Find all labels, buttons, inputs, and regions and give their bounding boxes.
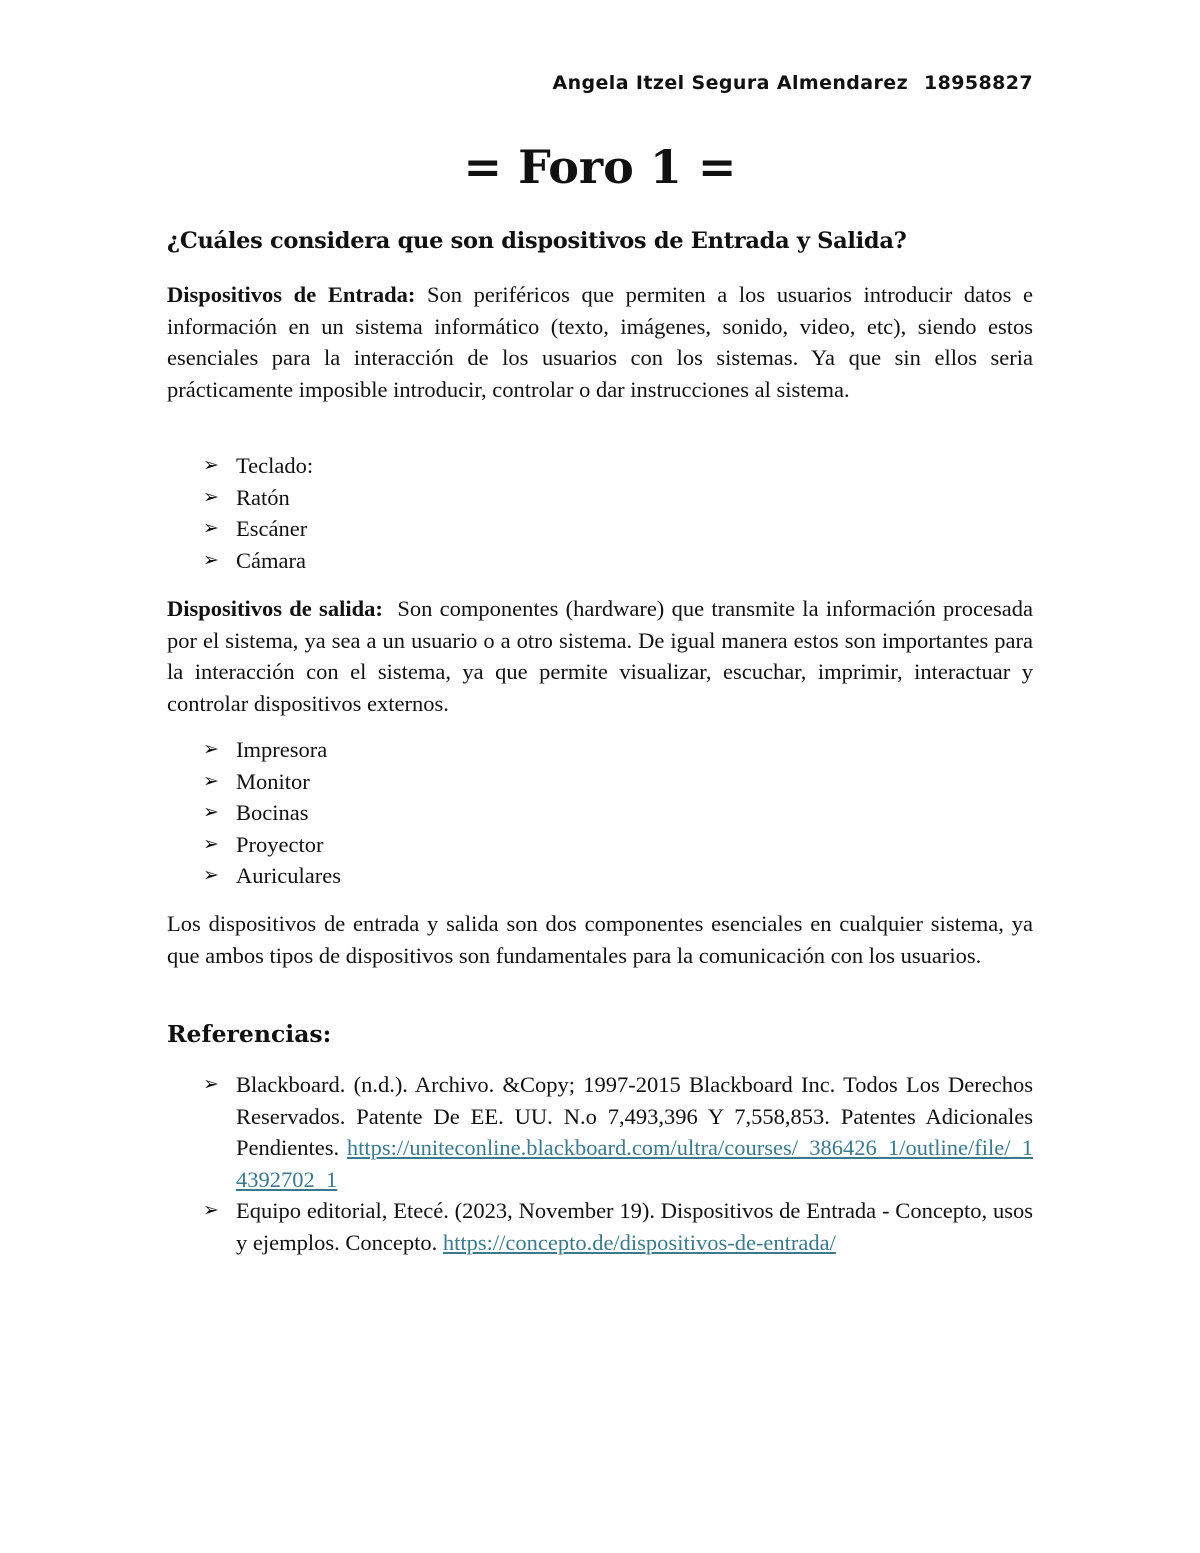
references-list	[203, 1069, 1033, 1258]
references-heading: Referencias:	[167, 1020, 332, 1048]
arrowhead-bullet-icon: ➢	[203, 485, 219, 508]
arrowhead-bullet-icon: ➢	[203, 864, 219, 886]
arrowhead-bullet-icon: ➢	[203, 548, 219, 571]
salida-text: Son componentes (hardware) que transmite la información procesada por el sistema, ya sea a un usuario o a otro sistema. De igual manera estos son importantes para la interacción con el sistema, ya que permite visualizar, escuchar, imprimir, interactuar y controlar dispositivos externos.	[167, 596, 1039, 716]
list-item: ➢ Proyector	[203, 829, 341, 861]
arrowhead-bullet-icon: ➢	[203, 1199, 219, 1221]
reference-item	[203, 1195, 1033, 1258]
arrowhead-bullet-icon: ➢	[203, 1073, 219, 1095]
reference-text: Blackboard. (n.d.). Archivo. &Copy; 1997-2015 Blackboard Inc. Todos Los Derechos Reservados. Patente De EE. UU. N.o 7,493,396 Y 7,558,853. Patentes Adicionales Pendientes.	[236, 1072, 1033, 1160]
question-heading: ¿Cuáles considera que son dispositivos de Entrada y Salida?	[167, 228, 907, 254]
list-item: ➢ Impresora	[203, 734, 341, 766]
entrada-text: Son periféricos que permiten a los usuarios introducir datos e información en un sistema informático (texto, imágenes, sonido, video, etc), siendo estos esenciales para la interacción de los usuarios con los sistemas. Ya que sin ellos seria prácticamente imposible introducir, controlar o dar instrucciones al sistema.	[167, 282, 1033, 402]
student-id: 18958827	[924, 72, 1033, 94]
list-item: ➢ Teclado:	[203, 450, 313, 482]
arrowhead-bullet-icon: ➢	[203, 738, 219, 760]
reference-text: Equipo editorial, Etecé. (2023, November 19). Dispositivos de Entrada - Concepto, usos y ejemplos. Concepto.	[236, 1198, 1033, 1255]
arrowhead-bullet-icon: ➢	[203, 832, 219, 855]
salida-label: Dispositivos de salida:	[167, 596, 383, 621]
page-title: = Foro 1 =	[463, 140, 737, 194]
arrowhead-bullet-icon: ➢	[203, 801, 219, 823]
list-item: ➢ Monitor	[203, 766, 341, 798]
arrowhead-bullet-icon: ➢	[203, 517, 219, 539]
list-item: ➢ Cámara	[203, 545, 313, 577]
author-header	[552, 72, 1033, 94]
arrowhead-bullet-icon: ➢	[203, 769, 219, 792]
reference-item	[203, 1069, 1033, 1195]
reference-link[interactable]: https://concepto.de/dispositivos-de-entrada/	[442, 1229, 836, 1255]
list-item: ➢ Escáner	[203, 513, 313, 545]
arrowhead-bullet-icon: ➢	[203, 454, 219, 476]
list-item: ➢ Ratón	[203, 482, 313, 514]
salida-list	[203, 734, 341, 892]
conclusion-paragraph: Los dispositivos de entrada y salida son dos componentes esenciales en cualquier sistema, ya que ambos tipos de dispositivos son fundamentales para la comunicación con los usuarios.	[167, 911, 1033, 968]
list-item: ➢ Auriculares	[203, 860, 341, 892]
author-name: Angela Itzel Segura Almendarez	[552, 72, 909, 94]
list-item: ➢ Bocinas	[203, 797, 341, 829]
salida-paragraph	[167, 593, 1039, 719]
entrada-label: Dispositivos de Entrada:	[167, 282, 416, 307]
entrada-list	[203, 450, 313, 576]
reference-link[interactable]: https://uniteconline.blackboard.com/ultra/courses/_386426_1/outline/file/_14392702_1	[236, 1135, 1033, 1192]
entrada-paragraph	[167, 279, 1033, 405]
